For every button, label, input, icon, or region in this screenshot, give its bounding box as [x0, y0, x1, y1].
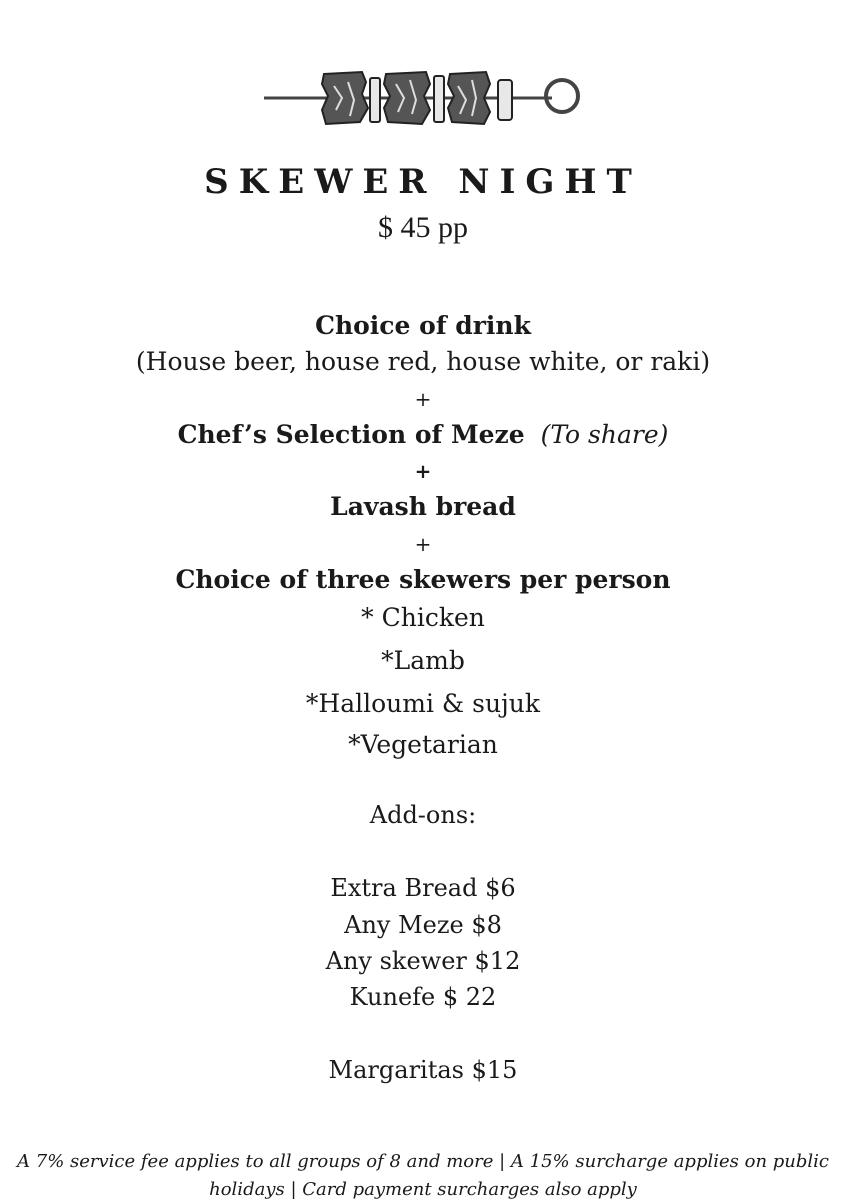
bread-heading: Lavash bread	[330, 492, 516, 521]
addon-item: Any Meze $8	[344, 911, 502, 939]
drink-options: (House beer, house red, house white, or raki)	[135, 347, 711, 376]
footer-line: A 7% service fee applies to all groups of 8 and more | A 15% surcharge applies on public	[17, 1151, 829, 1172]
skewer-icon	[262, 64, 586, 132]
footer-line: holidays | Card payment surcharges also apply	[209, 1179, 637, 1200]
drink-heading: Choice of drink	[315, 311, 531, 340]
menu-price: $ 45 pp	[378, 211, 468, 244]
skewer-option: *Lamb	[381, 646, 465, 675]
meze-heading: Chef’s Selection of Meze	[177, 420, 525, 449]
addons-heading: Add-ons:	[369, 801, 477, 829]
plus-separator: +	[414, 387, 432, 411]
addon-item: Extra Bread $6	[330, 874, 516, 902]
meze-note: (To share)	[540, 420, 669, 449]
skewer-option: *Vegetarian	[348, 730, 498, 759]
menu-title: SKEWER NIGHT	[204, 162, 642, 202]
skewer-option: * Chicken	[361, 603, 485, 632]
skewer-option: *Halloumi & sujuk	[305, 689, 541, 718]
plus-separator: +	[414, 459, 432, 483]
meze-line	[0, 418, 846, 452]
plus-separator: +	[414, 532, 432, 556]
addon-drink: Margaritas $15	[328, 1056, 518, 1084]
skewers-heading: Choice of three skewers per person	[175, 565, 671, 594]
addon-item: Kunefe $ 22	[349, 983, 497, 1011]
footer-note	[0, 1148, 846, 1204]
addon-item: Any skewer $12	[325, 947, 521, 975]
